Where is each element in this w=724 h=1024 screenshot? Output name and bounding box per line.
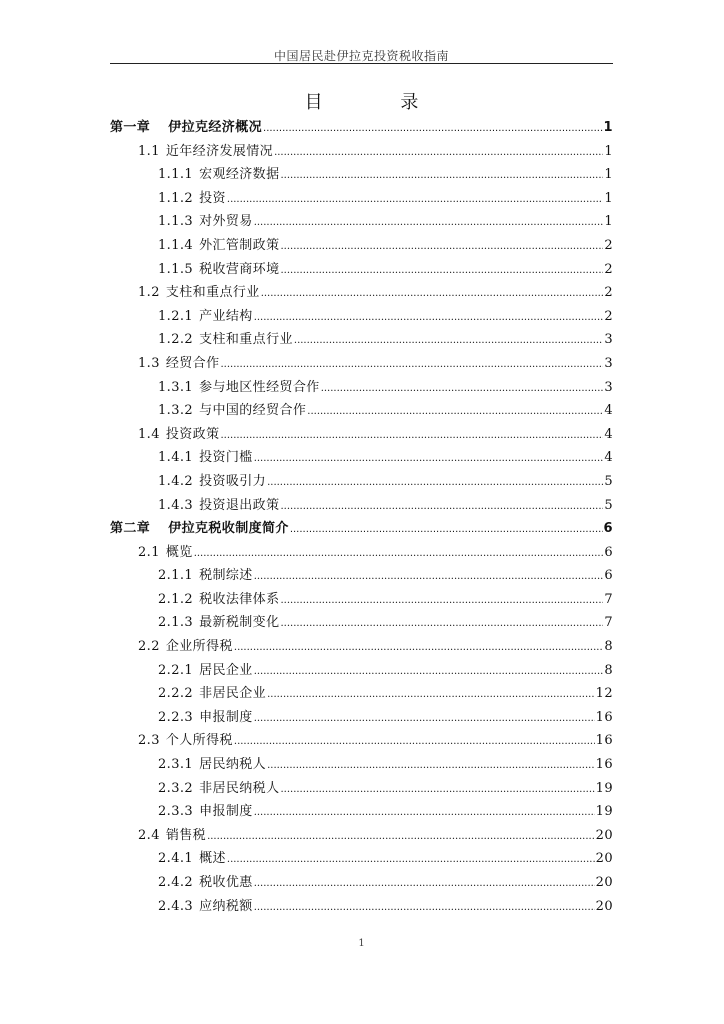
toc-dot-leader — [254, 214, 604, 229]
toc-entry-number: 1.1.1 — [158, 167, 194, 183]
toc-entry-page: 6 — [603, 521, 613, 537]
toc-entry-title: 投资吸引力 — [199, 473, 267, 489]
toc-entry[interactable] — [110, 800, 613, 824]
toc-entry[interactable] — [110, 753, 613, 777]
toc-dot-leader — [254, 899, 595, 914]
toc-entry-number: 1.4 — [138, 426, 160, 442]
toc-entry-page: 16 — [595, 733, 613, 749]
toc-dot-leader — [294, 332, 603, 347]
toc-entry-page: 3 — [604, 379, 613, 395]
toc-entry-page: 3 — [604, 355, 613, 371]
toc-entry-number: 2.3.2 — [158, 780, 194, 796]
toc-entry[interactable] — [110, 281, 613, 305]
toc-entry-page: 4 — [604, 426, 613, 442]
toc-entry-title: 申报制度 — [199, 709, 253, 725]
toc-entry-page: 1 — [604, 167, 613, 183]
toc-entry-page: 16 — [595, 709, 613, 725]
toc-dot-leader — [280, 498, 603, 513]
toc-entry-title: 税制综述 — [199, 568, 253, 584]
toc-dot-leader — [194, 545, 604, 560]
toc-entry[interactable] — [110, 163, 613, 187]
toc-entry-page: 7 — [604, 591, 613, 607]
toc-entry-page: 12 — [595, 686, 613, 702]
toc-entry-title: 参与地区性经贸合作 — [199, 379, 320, 395]
toc-dot-leader — [263, 120, 603, 135]
toc-entry-title: 伊拉克经济概况 — [168, 120, 263, 135]
toc-entry-title: 伊拉克税收制度简介 — [168, 521, 289, 537]
toc-entry-page: 5 — [604, 473, 613, 489]
toc-entry-page: 19 — [595, 804, 613, 820]
toc-entry-page: 2 — [604, 261, 613, 277]
toc-entry-page: 3 — [604, 332, 613, 348]
toc-dot-leader — [261, 285, 604, 300]
toc-entry-number: 1.4.3 — [158, 497, 194, 513]
toc-entry[interactable] — [110, 706, 613, 730]
toc-entry-title: 经贸合作 — [165, 355, 220, 371]
toc-entry-title: 近年经济发展情况 — [165, 143, 274, 159]
toc-entry-title: 税收法律体系 — [199, 591, 280, 607]
toc-entry[interactable] — [110, 659, 613, 683]
toc-entry-number: 1.1.4 — [158, 237, 194, 253]
toc-entry[interactable] — [110, 376, 613, 400]
toc-dot-leader — [267, 757, 595, 772]
toc-entry-number: 2.4 — [138, 827, 160, 843]
toc-entry-number: 2.4.2 — [158, 875, 194, 890]
toc-entry[interactable] — [110, 611, 613, 635]
toc-entry-number: 2.1.1 — [158, 568, 194, 584]
toc-dot-leader — [227, 851, 595, 866]
toc-dot-leader — [280, 615, 603, 630]
toc-entry-title: 支柱和重点行业 — [165, 285, 260, 301]
toc-entry-number: 2.2.1 — [158, 662, 194, 678]
toc-entry[interactable] — [110, 446, 613, 470]
toc-entry[interactable] — [110, 517, 613, 541]
toc-entry[interactable] — [110, 140, 613, 164]
toc-entry-number: 1.1 — [138, 143, 160, 159]
toc-dot-leader — [220, 427, 603, 442]
toc-dot-leader — [254, 568, 604, 583]
toc-dot-leader — [267, 474, 603, 489]
toc-dot-leader — [290, 521, 603, 536]
toc-entry[interactable] — [110, 564, 613, 588]
toc-entry-title: 应纳税额 — [199, 898, 253, 914]
toc-entry-number: 2.2 — [138, 639, 160, 655]
toc-entry-title: 投资政策 — [165, 426, 220, 442]
toc-entry-page: 20 — [595, 875, 613, 890]
toc-entry-number: 第一章 — [110, 120, 151, 135]
toc-dot-leader — [234, 733, 595, 748]
toc-entry[interactable] — [110, 871, 613, 895]
toc-dot-leader — [207, 828, 595, 843]
toc-entry[interactable] — [110, 494, 613, 518]
toc-entry-page: 6 — [604, 544, 613, 560]
toc-entry[interactable] — [110, 328, 613, 352]
toc-entry-page: 20 — [595, 898, 613, 914]
toc-entry-number: 2.3 — [138, 733, 160, 749]
toc-entry-page: 7 — [604, 615, 613, 631]
toc-dot-leader — [321, 380, 604, 395]
toc-entry[interactable] — [110, 258, 613, 282]
toc-entry-number: 1.3.2 — [158, 403, 194, 419]
toc-entry[interactable] — [110, 210, 613, 234]
page-number: 1 — [358, 938, 365, 949]
toc-entry-page: 4 — [604, 403, 613, 419]
toc-entry-page: 8 — [604, 639, 613, 655]
toc-entry-number: 1.2.2 — [158, 332, 194, 348]
toc-entry-page: 1 — [603, 120, 613, 135]
toc-entry-page: 8 — [604, 662, 613, 678]
toc-entry-number: 2.1 — [138, 544, 160, 560]
toc-entry-number: 第二章 — [110, 521, 151, 537]
toc-entry-page: 4 — [604, 450, 613, 466]
toc-dot-leader — [280, 262, 603, 277]
toc-dot-leader — [274, 144, 603, 159]
toc-dot-leader — [234, 639, 603, 654]
toc-entry-page: 16 — [595, 757, 613, 773]
toc-entry-number: 2.4.3 — [158, 898, 194, 914]
toc-entry-title: 个人所得税 — [165, 733, 233, 749]
toc-entry-title: 居民纳税人 — [199, 757, 267, 773]
toc-dot-leader — [254, 450, 604, 465]
toc-entry-title: 最新税制变化 — [199, 615, 280, 631]
toc-entry-number: 2.1.2 — [158, 591, 194, 607]
toc-entry[interactable] — [110, 729, 613, 753]
toc-entry-title: 企业所得税 — [165, 639, 233, 655]
toc-dot-leader — [227, 191, 603, 206]
toc-entry[interactable] — [110, 588, 613, 612]
toc-entry-number: 2.3.1 — [158, 757, 194, 773]
toc-entry-page: 2 — [604, 237, 613, 253]
running-header: 中国居民赴伊拉克投资税收指南 — [273, 49, 449, 63]
toc-entry[interactable] — [110, 895, 613, 919]
toc-entry-title: 投资门槛 — [199, 450, 253, 466]
toc-entry-page: 1 — [604, 214, 613, 230]
toc-entry[interactable] — [110, 305, 613, 329]
toc-entry[interactable] — [110, 116, 613, 140]
toc-entry-number: 1.4.1 — [158, 450, 194, 466]
toc-dot-leader — [280, 167, 603, 182]
toc-entry-title: 对外贸易 — [199, 214, 253, 230]
toc-entry[interactable] — [110, 682, 613, 706]
toc-entry[interactable] — [110, 541, 613, 565]
toc-entry-title: 申报制度 — [199, 804, 253, 820]
toc-entry-title: 外汇管制政策 — [199, 237, 280, 253]
toc-entry-number: 2.2.3 — [158, 709, 194, 725]
toc-entry-number: 2.2.2 — [158, 686, 194, 702]
toc-entry-title: 销售税 — [165, 827, 207, 843]
toc-entry[interactable] — [110, 187, 613, 211]
toc-entry-page: 1 — [604, 190, 613, 206]
toc-entry-number: 2.1.3 — [158, 615, 194, 631]
toc-entry-page: 20 — [595, 827, 613, 843]
toc-entry-number: 1.3.1 — [158, 379, 194, 395]
toc-entry-title: 与中国的经贸合作 — [199, 403, 307, 419]
toc-entry-title: 税收营商环境 — [199, 261, 280, 277]
toc-entry-title: 非居民企业 — [199, 686, 267, 702]
toc-dot-leader — [267, 686, 595, 701]
toc-dot-leader — [254, 309, 604, 324]
toc-entry-page: 1 — [604, 143, 613, 159]
table-of-contents — [110, 116, 613, 918]
toc-entry-number: 1.3 — [138, 355, 160, 371]
toc-entry[interactable] — [110, 234, 613, 258]
toc-entry[interactable] — [110, 635, 613, 659]
toc-entry-number: 2.3.3 — [158, 804, 194, 820]
toc-entry-number: 1.1.3 — [158, 214, 194, 230]
toc-entry-title: 支柱和重点行业 — [199, 332, 293, 348]
toc-dot-leader — [254, 875, 595, 890]
toc-title: 目 录 — [304, 92, 455, 113]
toc-dot-leader — [280, 238, 603, 253]
toc-entry-page: 19 — [595, 780, 613, 796]
toc-entry-title: 宏观经济数据 — [199, 167, 280, 183]
toc-entry-number: 2.4.1 — [158, 851, 194, 867]
toc-entry[interactable] — [110, 847, 613, 871]
toc-entry-number: 1.4.2 — [158, 473, 194, 489]
toc-dot-leader — [280, 592, 603, 607]
toc-entry-page: 6 — [604, 568, 613, 584]
toc-entry-number: 1.2.1 — [158, 308, 194, 324]
toc-entry-title: 产业结构 — [199, 308, 253, 324]
toc-dot-leader — [254, 804, 595, 819]
toc-entry[interactable] — [110, 824, 613, 848]
toc-entry-title: 投资 — [199, 190, 226, 206]
toc-dot-leader — [307, 403, 603, 418]
toc-entry-title: 投资退出政策 — [199, 497, 280, 513]
toc-entry-number: 1.2 — [138, 285, 160, 301]
toc-entry-page: 20 — [595, 851, 613, 867]
toc-entry-title: 概述 — [199, 851, 226, 867]
toc-dot-leader — [220, 356, 603, 371]
toc-entry-title: 居民企业 — [199, 662, 253, 678]
toc-entry-page: 2 — [604, 308, 613, 324]
toc-entry[interactable] — [110, 777, 613, 801]
toc-entry[interactable] — [110, 352, 613, 376]
toc-entry[interactable] — [110, 423, 613, 447]
toc-entry-page: 2 — [604, 285, 613, 301]
toc-entry-title: 非居民纳税人 — [199, 780, 280, 796]
toc-entry-title: 概览 — [165, 544, 193, 560]
toc-entry[interactable] — [110, 399, 613, 423]
toc-entry-number: 1.1.2 — [158, 190, 194, 206]
toc-entry[interactable] — [110, 470, 613, 494]
toc-dot-leader — [254, 710, 595, 725]
toc-entry-number: 1.1.5 — [158, 261, 194, 277]
toc-dot-leader — [280, 781, 594, 796]
toc-entry-title: 税收优惠 — [199, 875, 253, 890]
header-rule — [110, 63, 613, 64]
toc-dot-leader — [254, 663, 604, 678]
toc-entry-page: 5 — [604, 497, 613, 513]
